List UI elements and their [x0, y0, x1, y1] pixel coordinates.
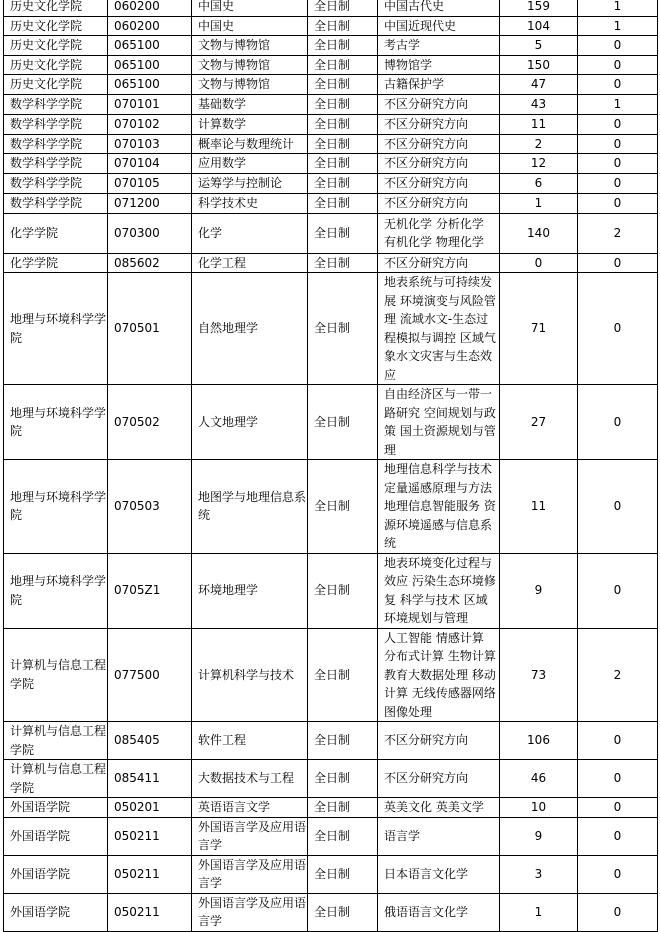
college-cell: 外国语学院 [4, 893, 108, 931]
table-row [4, 55, 658, 75]
quota-cell: 9 [500, 817, 578, 855]
college-cell: 计算机与信息工程学院 [4, 722, 108, 760]
code-cell: 065100 [108, 75, 192, 95]
quota-cell: 71 [500, 273, 578, 385]
table-body [4, 0, 658, 931]
college-cell: 地理与环境科学学院 [4, 553, 108, 628]
direction-cell: 不区分研究方向 [378, 193, 500, 213]
mode-cell: 全日制 [308, 628, 378, 722]
quota-cell: 159 [500, 0, 578, 16]
table-row [4, 760, 658, 798]
code-cell: 0705Z1 [108, 553, 192, 628]
direction-cell: 英美文化 英美文学 [378, 798, 500, 818]
direction-cell: 不区分研究方向 [378, 760, 500, 798]
quota-cell: 10 [500, 798, 578, 818]
code-cell: 077500 [108, 628, 192, 722]
code-cell: 071200 [108, 193, 192, 213]
code-cell: 060200 [108, 0, 192, 16]
quota-cell: 3 [500, 855, 578, 893]
mode-cell: 全日制 [308, 134, 378, 154]
extra-cell: 0 [578, 798, 658, 818]
table-row [4, 553, 658, 628]
code-cell: 065100 [108, 36, 192, 56]
mode-cell: 全日制 [308, 36, 378, 56]
direction-cell: 不区分研究方向 [378, 134, 500, 154]
direction-cell: 地表系统与可持续发展 环境演变与风险管理 流域水文-生态过程模拟与调控 区域气象水文灾害与生态效应 [378, 273, 500, 385]
table-row [4, 893, 658, 931]
mode-cell: 全日制 [308, 385, 378, 460]
table-row [4, 273, 658, 385]
college-cell: 数学科学学院 [4, 173, 108, 193]
quota-cell: 9 [500, 553, 578, 628]
major-cell: 地图学与地理信息系统 [192, 460, 308, 554]
code-cell: 070104 [108, 154, 192, 174]
major-cell: 文物与博物馆 [192, 75, 308, 95]
college-cell: 计算机与信息工程学院 [4, 760, 108, 798]
quota-cell: 5 [500, 36, 578, 56]
quota-cell: 46 [500, 760, 578, 798]
table-row [4, 36, 658, 56]
direction-cell: 考古学 [378, 36, 500, 56]
mode-cell: 全日制 [308, 273, 378, 385]
extra-cell: 0 [578, 460, 658, 554]
major-cell: 中国史 [192, 16, 308, 36]
quota-cell: 6 [500, 173, 578, 193]
quota-cell: 150 [500, 55, 578, 75]
major-cell: 文物与博物馆 [192, 55, 308, 75]
mode-cell: 全日制 [308, 817, 378, 855]
table-row [4, 722, 658, 760]
code-cell: 070503 [108, 460, 192, 554]
mode-cell: 全日制 [308, 798, 378, 818]
college-cell: 历史文化学院 [4, 55, 108, 75]
quota-cell: 73 [500, 628, 578, 722]
major-cell: 自然地理学 [192, 273, 308, 385]
quota-cell: 104 [500, 16, 578, 36]
mode-cell: 全日制 [308, 95, 378, 115]
major-cell: 英语语言文学 [192, 798, 308, 818]
mode-cell: 全日制 [308, 75, 378, 95]
code-cell: 050201 [108, 798, 192, 818]
code-cell: 050211 [108, 855, 192, 893]
college-cell: 地理与环境科学学院 [4, 385, 108, 460]
extra-cell: 0 [578, 893, 658, 931]
extra-cell: 0 [578, 114, 658, 134]
direction-cell: 地理信息科学与技术 定量遥感原理与方法 地理信息智能服务 资源环境遥感与信息系统 [378, 460, 500, 554]
table-row [4, 16, 658, 36]
table-row [4, 173, 658, 193]
table-row [4, 253, 658, 273]
mode-cell: 全日制 [308, 722, 378, 760]
code-cell: 070300 [108, 213, 192, 253]
major-cell: 大数据技术与工程 [192, 760, 308, 798]
extra-cell: 0 [578, 722, 658, 760]
code-cell: 070103 [108, 134, 192, 154]
mode-cell: 全日制 [308, 553, 378, 628]
college-cell: 数学科学学院 [4, 114, 108, 134]
extra-cell: 1 [578, 95, 658, 115]
mode-cell: 全日制 [308, 114, 378, 134]
major-cell: 科学技术史 [192, 193, 308, 213]
direction-cell: 语言学 [378, 817, 500, 855]
major-cell: 软件工程 [192, 722, 308, 760]
direction-cell: 俄语语言文化学 [378, 893, 500, 931]
direction-cell: 地表环境变化过程与效应 污染生态环境修复 科学与技术 区域环境规划与管理 [378, 553, 500, 628]
table-row [4, 798, 658, 818]
college-cell: 数学科学学院 [4, 193, 108, 213]
mode-cell: 全日制 [308, 55, 378, 75]
college-cell: 化学学院 [4, 253, 108, 273]
direction-cell: 中国古代史 [378, 0, 500, 16]
quota-cell: 11 [500, 114, 578, 134]
mode-cell: 全日制 [308, 193, 378, 213]
table-row [4, 154, 658, 174]
table-row [4, 114, 658, 134]
major-cell: 文物与博物馆 [192, 36, 308, 56]
college-cell: 地理与环境科学学院 [4, 273, 108, 385]
college-cell: 外国语学院 [4, 855, 108, 893]
quota-cell: 11 [500, 460, 578, 554]
college-cell: 外国语学院 [4, 817, 108, 855]
enrollment-table [3, 0, 658, 932]
table-row [4, 213, 658, 253]
extra-cell: 0 [578, 36, 658, 56]
extra-cell: 2 [578, 628, 658, 722]
direction-cell: 不区分研究方向 [378, 253, 500, 273]
extra-cell: 0 [578, 134, 658, 154]
extra-cell: 1 [578, 16, 658, 36]
quota-cell: 43 [500, 95, 578, 115]
major-cell: 外国语言学及应用语言学 [192, 817, 308, 855]
quota-cell: 1 [500, 193, 578, 213]
code-cell: 050211 [108, 893, 192, 931]
code-cell: 050211 [108, 817, 192, 855]
major-cell: 人文地理学 [192, 385, 308, 460]
mode-cell: 全日制 [308, 0, 378, 16]
extra-cell: 0 [578, 760, 658, 798]
code-cell: 085411 [108, 760, 192, 798]
extra-cell: 0 [578, 193, 658, 213]
quota-cell: 1 [500, 893, 578, 931]
extra-cell: 0 [578, 55, 658, 75]
quota-cell: 12 [500, 154, 578, 174]
table-row [4, 460, 658, 554]
quota-cell: 106 [500, 722, 578, 760]
major-cell: 化学工程 [192, 253, 308, 273]
quota-cell: 27 [500, 385, 578, 460]
code-cell: 060200 [108, 16, 192, 36]
quota-cell: 0 [500, 253, 578, 273]
table-row [4, 628, 658, 722]
major-cell: 运筹学与控制论 [192, 173, 308, 193]
table-row [4, 817, 658, 855]
direction-cell: 中国近现代史 [378, 16, 500, 36]
table-row [4, 0, 658, 16]
table-row [4, 193, 658, 213]
major-cell: 计算数学 [192, 114, 308, 134]
college-cell: 历史文化学院 [4, 36, 108, 56]
direction-cell: 博物馆学 [378, 55, 500, 75]
extra-cell: 0 [578, 173, 658, 193]
college-cell: 数学科学学院 [4, 95, 108, 115]
quota-cell: 47 [500, 75, 578, 95]
table-row [4, 134, 658, 154]
code-cell: 070101 [108, 95, 192, 115]
mode-cell: 全日制 [308, 16, 378, 36]
quota-cell: 2 [500, 134, 578, 154]
mode-cell: 全日制 [308, 173, 378, 193]
major-cell: 计算机科学与技术 [192, 628, 308, 722]
extra-cell: 1 [578, 0, 658, 16]
direction-cell: 不区分研究方向 [378, 722, 500, 760]
code-cell: 070501 [108, 273, 192, 385]
major-cell: 外国语言学及应用语言学 [192, 893, 308, 931]
major-cell: 化学 [192, 213, 308, 253]
college-cell: 计算机与信息工程学院 [4, 628, 108, 722]
mode-cell: 全日制 [308, 154, 378, 174]
code-cell: 085405 [108, 722, 192, 760]
table-row [4, 75, 658, 95]
major-cell: 概率论与数理统计 [192, 134, 308, 154]
direction-cell: 不区分研究方向 [378, 114, 500, 134]
extra-cell: 2 [578, 213, 658, 253]
mode-cell: 全日制 [308, 760, 378, 798]
direction-cell: 不区分研究方向 [378, 95, 500, 115]
extra-cell: 0 [578, 75, 658, 95]
direction-cell: 不区分研究方向 [378, 154, 500, 174]
college-cell: 历史文化学院 [4, 16, 108, 36]
major-cell: 外国语言学及应用语言学 [192, 855, 308, 893]
college-cell: 地理与环境科学学院 [4, 460, 108, 554]
direction-cell: 人工智能 情感计算 分布式计算 生物计算 教育大数据处理 移动计算 无线传感器网络 图像处理 [378, 628, 500, 722]
table-row [4, 855, 658, 893]
mode-cell: 全日制 [308, 855, 378, 893]
extra-cell: 0 [578, 553, 658, 628]
extra-cell: 0 [578, 154, 658, 174]
mode-cell: 全日制 [308, 253, 378, 273]
code-cell: 065100 [108, 55, 192, 75]
mode-cell: 全日制 [308, 893, 378, 931]
major-cell: 应用数学 [192, 154, 308, 174]
code-cell: 070105 [108, 173, 192, 193]
college-cell: 历史文化学院 [4, 75, 108, 95]
quota-cell: 140 [500, 213, 578, 253]
major-cell: 环境地理学 [192, 553, 308, 628]
code-cell: 070102 [108, 114, 192, 134]
direction-cell: 日本语言文化学 [378, 855, 500, 893]
extra-cell: 0 [578, 817, 658, 855]
direction-cell: 自由经济区与一带一路研究 空间规划与政策 国土资源规划与管理 [378, 385, 500, 460]
college-cell: 化学学院 [4, 213, 108, 253]
mode-cell: 全日制 [308, 460, 378, 554]
extra-cell: 0 [578, 253, 658, 273]
code-cell: 070502 [108, 385, 192, 460]
extra-cell: 0 [578, 385, 658, 460]
college-cell: 外国语学院 [4, 798, 108, 818]
direction-cell: 无机化学 分析化学 有机化学 物理化学 [378, 213, 500, 253]
major-cell: 基础数学 [192, 95, 308, 115]
college-cell: 历史文化学院 [4, 0, 108, 16]
extra-cell: 0 [578, 855, 658, 893]
direction-cell: 古籍保护学 [378, 75, 500, 95]
table-row [4, 385, 658, 460]
extra-cell: 0 [578, 273, 658, 385]
college-cell: 数学科学学院 [4, 134, 108, 154]
major-cell: 中国史 [192, 0, 308, 16]
code-cell: 085602 [108, 253, 192, 273]
mode-cell: 全日制 [308, 213, 378, 253]
direction-cell: 不区分研究方向 [378, 173, 500, 193]
table-row [4, 95, 658, 115]
college-cell: 数学科学学院 [4, 154, 108, 174]
